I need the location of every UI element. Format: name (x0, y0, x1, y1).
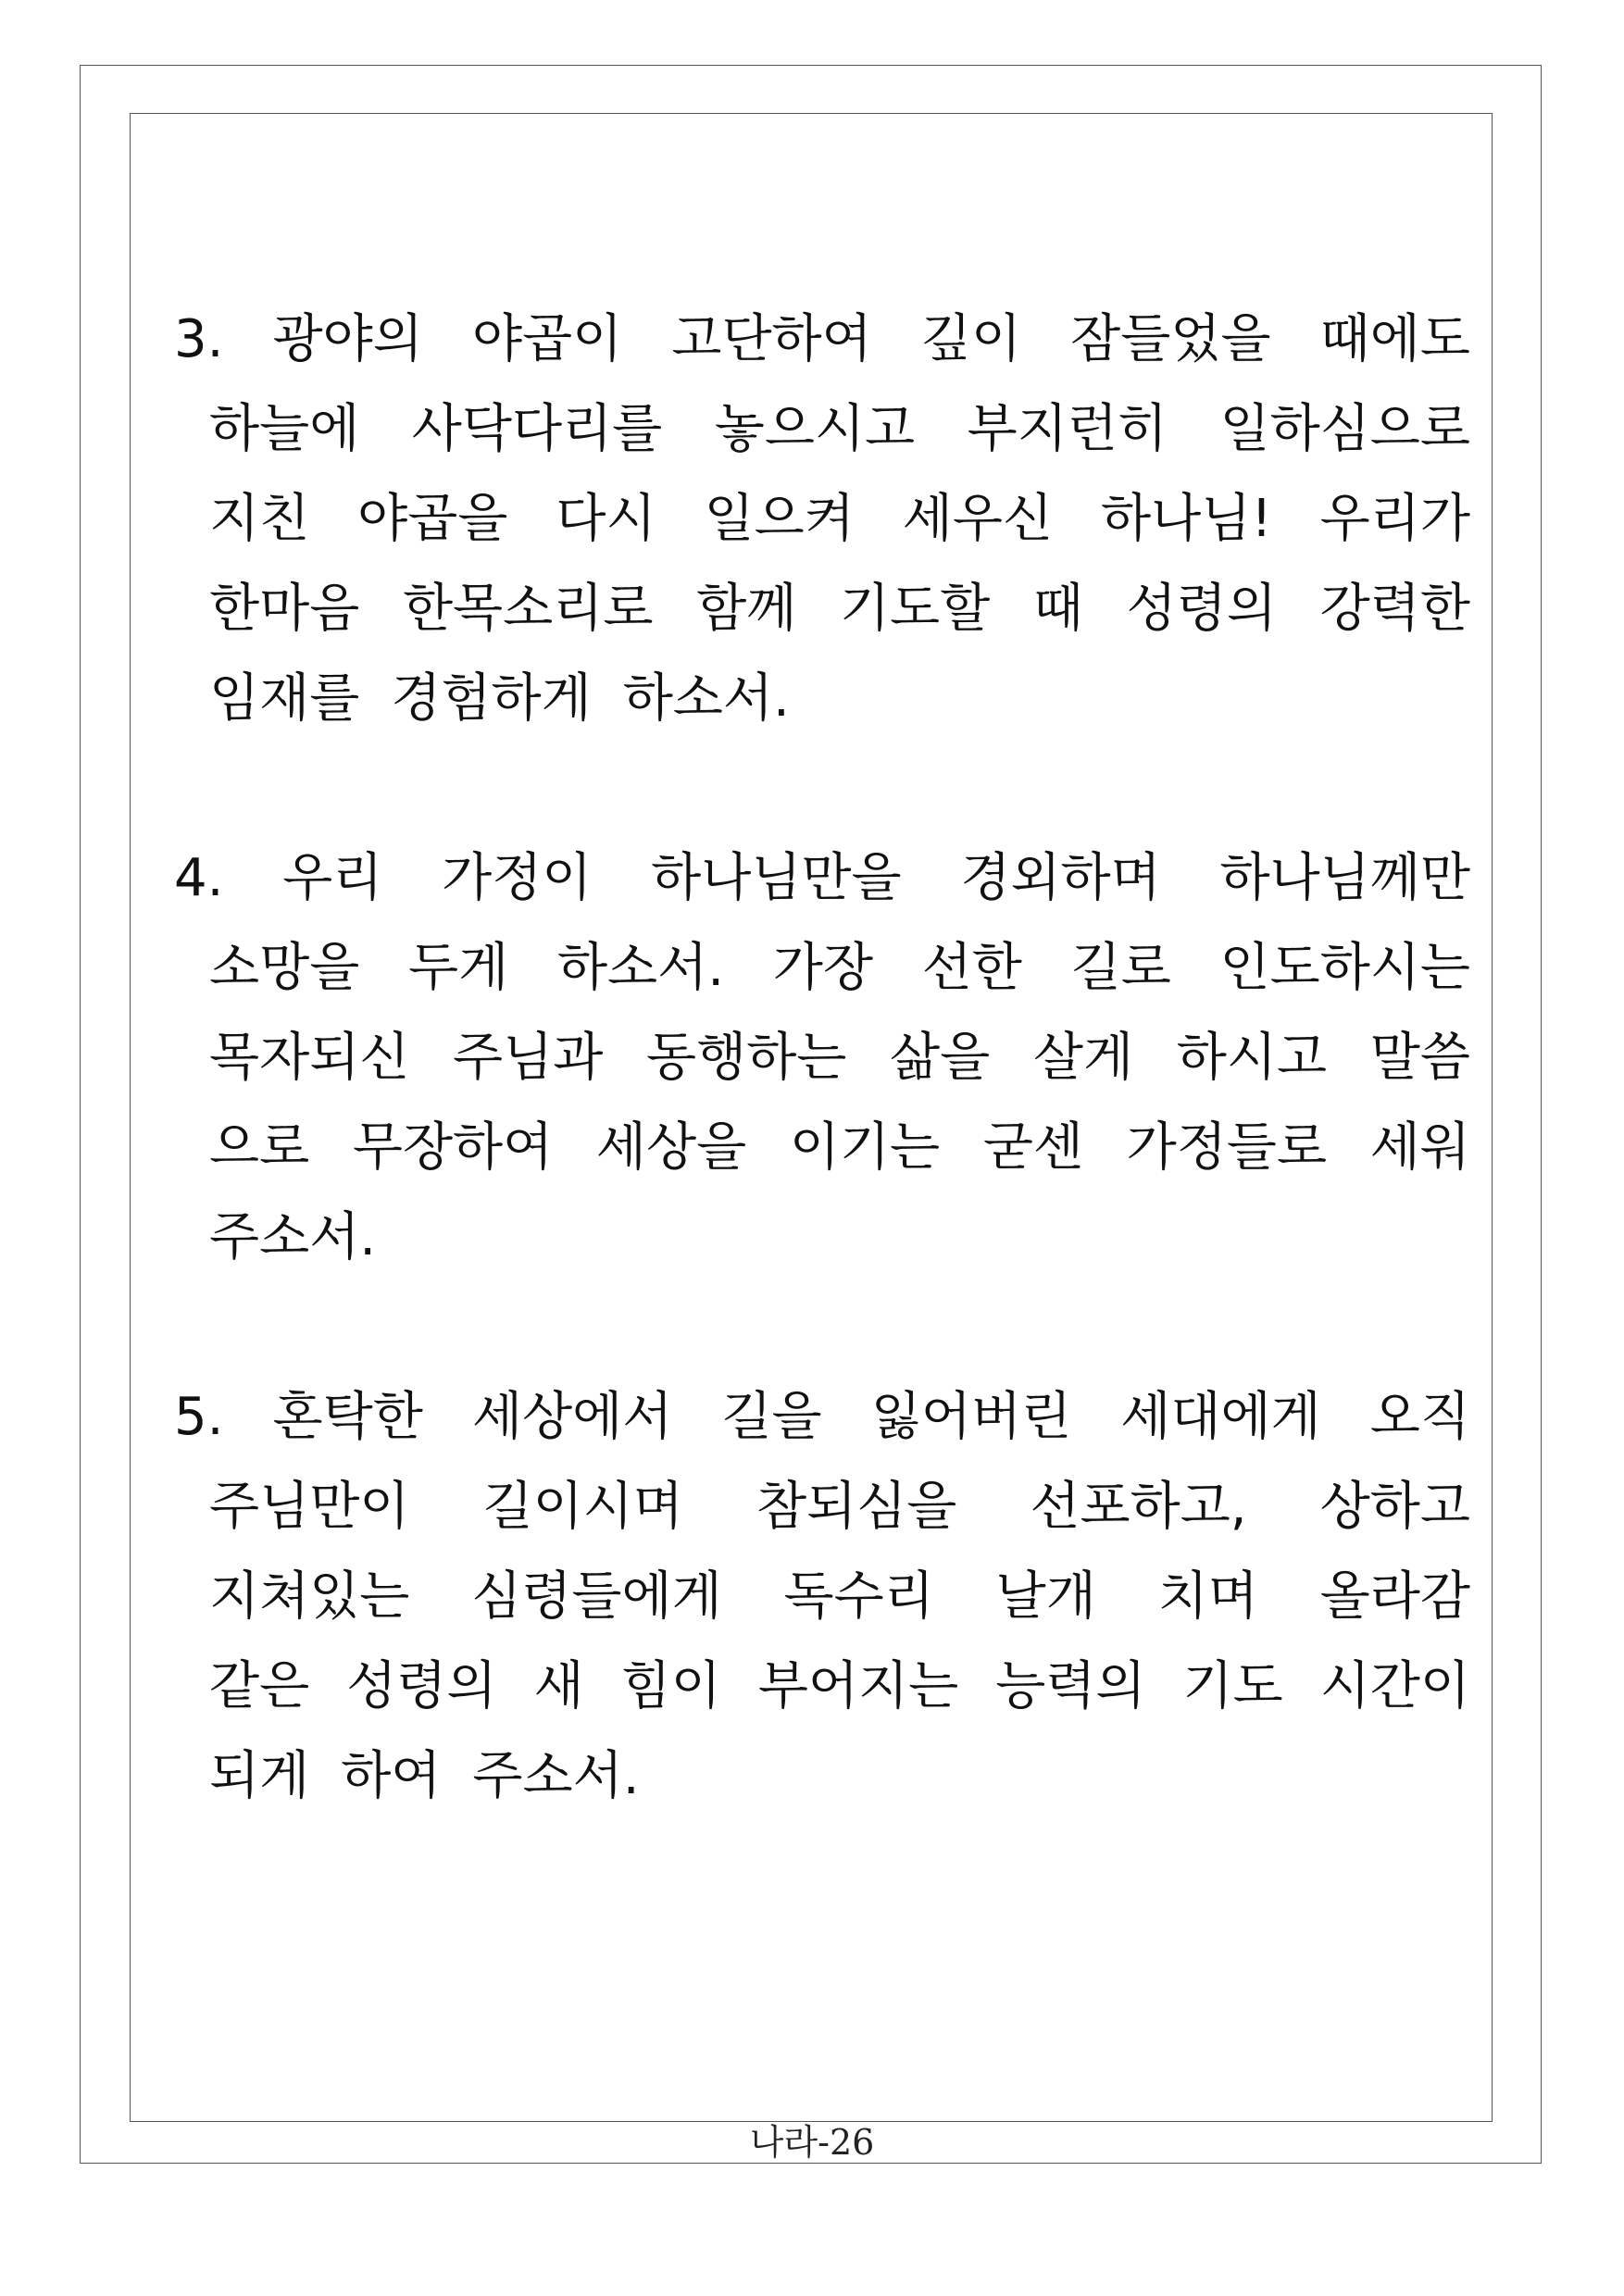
word: 날개 (995, 1566, 1096, 1627)
word: 참되심을 (756, 1477, 957, 1537)
prayer-line (174, 1552, 1470, 1641)
prayer-item-5 (174, 1372, 1470, 1821)
word: 한목소리로 (402, 579, 654, 639)
word: 되게 (209, 1746, 310, 1806)
word: 때 (1032, 579, 1084, 639)
word: 동행하는 (646, 1028, 847, 1088)
word: 야곱이 (471, 309, 623, 369)
prayer-line (174, 1641, 1470, 1731)
prayer-line (174, 1731, 1470, 1821)
word: 무장하여 (352, 1117, 554, 1178)
word: 깊이 (920, 309, 1022, 369)
word: 지친 (209, 489, 310, 549)
word: 올라감 (1319, 1566, 1470, 1627)
prayer-line (174, 1013, 1470, 1103)
word: 임재를 (209, 668, 360, 729)
word: 강력한 (1319, 579, 1470, 639)
word: 능력의 (995, 1656, 1146, 1716)
word: 하나님께만 (1219, 848, 1470, 908)
page-number: 나라-26 (749, 2122, 875, 2163)
prayer-line (174, 474, 1470, 564)
word: 우리 (282, 848, 383, 908)
word: 세상에서 (471, 1387, 673, 1447)
word: 하나님만을 (651, 848, 902, 908)
word: 으로 (209, 1117, 310, 1178)
prayer-line (174, 384, 1470, 474)
word: 길로 (1070, 938, 1171, 998)
prayer-list (174, 294, 1470, 1911)
word: 가장 (772, 938, 873, 998)
word: 하여 (341, 1746, 442, 1806)
word: 하소서. (622, 668, 790, 729)
word: 오직 (1369, 1387, 1470, 1447)
prayer-line (174, 654, 1470, 743)
word: 선포하고, (1030, 1477, 1247, 1537)
word: 굳센 (982, 1117, 1084, 1178)
word: 경외하며 (960, 848, 1161, 908)
word: 때에도 (1319, 309, 1470, 369)
word: 말씀 (1369, 1028, 1470, 1088)
word: 부어지는 (757, 1656, 959, 1716)
word: 함께 (696, 579, 797, 639)
word: 목자되신 (209, 1028, 410, 1088)
prayer-line (174, 564, 1470, 654)
word: 부지런히 (967, 399, 1168, 459)
word: 고단하여 (671, 309, 872, 369)
prayer-line (174, 1372, 1470, 1462)
word: 주소서. (472, 1746, 640, 1806)
word: 가정이 (442, 848, 593, 908)
prayer-line (174, 1462, 1470, 1552)
word: 4. (174, 848, 224, 908)
word: 치며 (1157, 1566, 1258, 1627)
word: 심령들에게 (471, 1566, 722, 1627)
word: 길이시며 (482, 1477, 683, 1537)
word: 다시 (556, 489, 656, 549)
word: 세우신 (902, 489, 1054, 549)
word: 우리가 (1319, 489, 1470, 549)
word: 세워 (1369, 1117, 1470, 1178)
word: 일으켜 (704, 489, 855, 549)
word: 세상을 (595, 1117, 747, 1178)
word: 놓으시고 (714, 399, 916, 459)
word: 힘이 (620, 1656, 721, 1716)
prayer-line (174, 1103, 1470, 1192)
word: 같은 (209, 1656, 310, 1716)
word: 성령의 (346, 1656, 497, 1716)
word: 상하고 (1319, 1477, 1470, 1537)
word: 가정들로 (1126, 1117, 1328, 1178)
word: 새 (533, 1656, 584, 1716)
word: 독수리 (783, 1566, 934, 1627)
word: 길을 (721, 1387, 822, 1447)
word: 사닥다리를 (411, 399, 663, 459)
word: 성령의 (1126, 579, 1277, 639)
prayer-item-3 (174, 294, 1470, 743)
word: 선한 (921, 938, 1022, 998)
prayer-line (174, 923, 1470, 1013)
word: 하시고 (1176, 1028, 1328, 1088)
word: 주소서. (209, 1207, 377, 1267)
word: 혼탁한 (272, 1387, 423, 1447)
word: 잃어버린 (870, 1387, 1072, 1447)
word: 기도할 (839, 579, 991, 639)
word: 주님과 (453, 1028, 604, 1088)
word: 경험하게 (391, 668, 592, 729)
word: 주님만이 (209, 1477, 410, 1537)
prayer-line (174, 1192, 1470, 1282)
word: 광야의 (272, 309, 423, 369)
word: 한마음 (209, 579, 360, 639)
prayer-line (174, 833, 1470, 923)
word: 두게 (408, 938, 509, 998)
word: 야곱을 (357, 489, 508, 549)
word: 세대에게 (1120, 1387, 1321, 1447)
word: 기도 (1182, 1656, 1283, 1716)
word: 일하심으로 (1219, 399, 1470, 459)
word: 삶을 (890, 1028, 991, 1088)
word: 소망을 (209, 938, 360, 998)
word: 이기는 (789, 1117, 941, 1178)
word: 하늘에 (209, 399, 360, 459)
word: 인도하시는 (1219, 938, 1470, 998)
word: 지쳐있는 (209, 1566, 410, 1627)
prayer-line (174, 294, 1470, 384)
word: 5. (174, 1387, 224, 1447)
word: 하나님! (1100, 489, 1272, 549)
word: 잠들었을 (1070, 309, 1271, 369)
word: 시간이 (1319, 1656, 1470, 1716)
word: 3. (174, 309, 224, 369)
prayer-item-4 (174, 833, 1470, 1282)
word: 살게 (1032, 1028, 1134, 1088)
word: 하소서. (556, 938, 725, 998)
